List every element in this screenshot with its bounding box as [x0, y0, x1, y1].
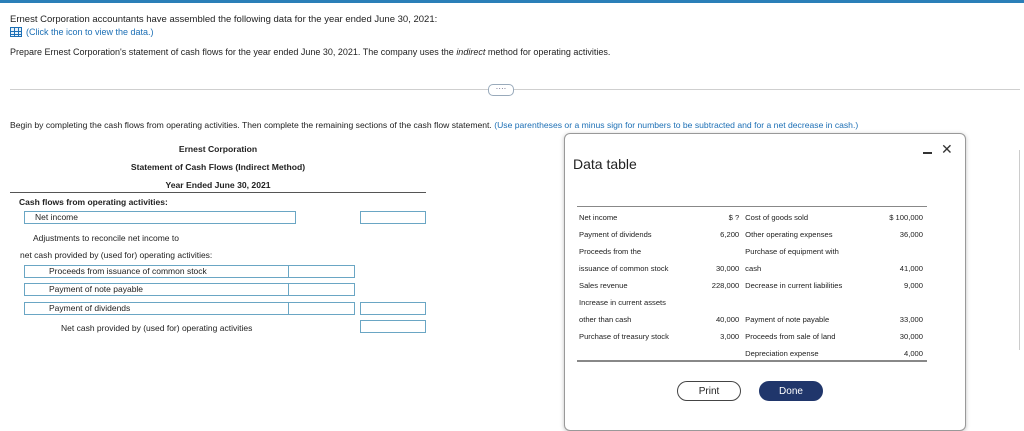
view-data-link[interactable] — [10, 27, 154, 37]
data-table-cell: Purchase of equipment with — [745, 247, 839, 256]
statement-title: Statement of Cash Flows (Indirect Method) — [130, 162, 306, 172]
data-table-cell: 30,000 — [899, 332, 923, 341]
data-table-cell: Cost of goods sold — [745, 213, 809, 222]
data-table-row — [577, 326, 927, 343]
net-income-label-field[interactable]: Net income — [24, 211, 296, 224]
data-table-cell: Decrease in current liabilities — [745, 281, 843, 290]
adjustment-item-3-amount[interactable] — [288, 302, 355, 315]
data-table-cell: 40,000 — [715, 315, 740, 324]
data-table-row — [577, 292, 927, 309]
data-table-cell — [577, 343, 700, 361]
data-table-cell — [700, 292, 744, 309]
table-icon[interactable] — [10, 27, 22, 37]
data-table-cell: cash — [745, 264, 762, 273]
data-table-cell: other than cash — [579, 315, 632, 324]
net-cash-operating-row — [10, 319, 426, 336]
data-table-row — [577, 258, 927, 275]
data-table — [577, 206, 927, 362]
adjustments-label-2: net cash provided by (used for) operating activities: — [20, 250, 213, 260]
net-income-amount-field[interactable] — [360, 211, 426, 224]
data-table-cell: 6,200 — [720, 230, 740, 239]
data-table-cell: Increase in current assets — [579, 298, 666, 307]
begin-text: Begin by completing the cash flows from operating activities. Then complete the remaining sections of the cash flow statement. — [10, 120, 492, 130]
data-table-cell: Payment of note payable — [745, 315, 830, 324]
right-scroll-edge — [1019, 150, 1024, 350]
intro-text: Ernest Corporation accountants have assembled the following data for the year ended June 30, 2021: — [10, 14, 438, 25]
minimize-icon[interactable] — [923, 144, 933, 154]
data-table-cell — [743, 292, 875, 309]
data-table-cell: issuance of common stock — [579, 264, 669, 273]
data-table-cell: 33,000 — [899, 315, 923, 324]
modal-title: Data table — [573, 156, 637, 172]
data-table-row — [577, 309, 927, 326]
print-button[interactable]: Print — [677, 381, 741, 401]
data-table-row — [577, 224, 927, 241]
net-income-row — [10, 210, 426, 227]
net-cash-operating-label: Net cash provided by (used for) operating activities — [61, 323, 253, 333]
adjustment-item-2-amount[interactable] — [288, 283, 355, 296]
done-button[interactable]: Done — [759, 381, 823, 401]
statement-company: Ernest Corporation — [178, 144, 258, 154]
adjustments-row-2 — [10, 247, 426, 264]
data-table-row — [577, 207, 927, 225]
data-table-row — [577, 275, 927, 292]
adjustment-item-row-3 — [10, 301, 426, 318]
data-table-cell — [700, 241, 744, 258]
adjustment-item-1-field[interactable]: Proceeds from issuance of common stock — [24, 265, 296, 278]
data-table-cell: $ ? — [728, 213, 740, 222]
prepare-instruction: Prepare Ernest Corporation's statement of cash flows for the year ended June 30, 2021. The company uses the indirect method for operating activities. — [10, 47, 611, 57]
expand-dots-button[interactable]: ···· — [488, 84, 514, 96]
data-table-cell: 3,000 — [720, 332, 740, 341]
data-table-cell: 228,000 — [711, 281, 740, 290]
operating-section-heading: Cash flows from operating activities: — [19, 197, 168, 207]
adjustments-row-1 — [10, 230, 426, 247]
data-table-row — [577, 343, 927, 361]
close-icon[interactable]: ✕ — [941, 141, 953, 157]
data-table-row — [577, 241, 927, 258]
adjustments-total-amount[interactable] — [360, 302, 426, 315]
statement-rule — [10, 192, 426, 193]
statement-period: Year Ended June 30, 2021 — [165, 180, 271, 190]
data-table-cell: Purchase of treasury stock — [579, 332, 669, 341]
adjustment-item-row-2 — [10, 282, 426, 299]
adjustments-label-1: Adjustments to reconcile net income to — [33, 233, 179, 243]
begin-instruction — [10, 120, 858, 130]
data-table-cell — [700, 343, 744, 361]
data-table-cell: Depreciation expense — [745, 349, 819, 358]
adjustment-item-2-field[interactable]: Payment of note payable — [24, 283, 296, 296]
data-table-cell: 36,000 — [899, 230, 923, 239]
adjustment-item-row-1 — [10, 264, 426, 281]
section-heading-row — [10, 194, 426, 211]
data-table-cell: Proceeds from the — [579, 247, 642, 256]
adjustment-item-3-field[interactable]: Payment of dividends — [24, 302, 296, 315]
view-data-link-text[interactable]: (Click the icon to view the data.) — [26, 27, 154, 37]
data-table-modal — [564, 133, 966, 431]
data-table-cell: Net income — [579, 213, 618, 222]
begin-hint: (Use parentheses or a minus sign for numbers to be subtracted and for a net decrease in cash.) — [494, 120, 859, 130]
data-table-cell: 9,000 — [903, 281, 923, 290]
top-accent-bar — [0, 0, 1024, 3]
data-table-cell — [875, 241, 927, 258]
data-table-cell: Sales revenue — [579, 281, 628, 290]
data-table-cell: 30,000 — [715, 264, 740, 273]
data-table-cell: 4,000 — [903, 349, 923, 358]
data-table-cell: Proceeds from sale of land — [745, 332, 836, 341]
data-table-cell: Other operating expenses — [745, 230, 833, 239]
data-table-cell — [875, 292, 927, 309]
data-table-cell: 41,000 — [899, 264, 923, 273]
net-cash-operating-amount[interactable] — [360, 320, 426, 333]
section-divider — [10, 89, 1020, 90]
adjustment-item-1-amount[interactable] — [288, 265, 355, 278]
data-table-cell: $ 100,000 — [889, 213, 923, 222]
data-table-cell: Payment of dividends — [579, 230, 652, 239]
